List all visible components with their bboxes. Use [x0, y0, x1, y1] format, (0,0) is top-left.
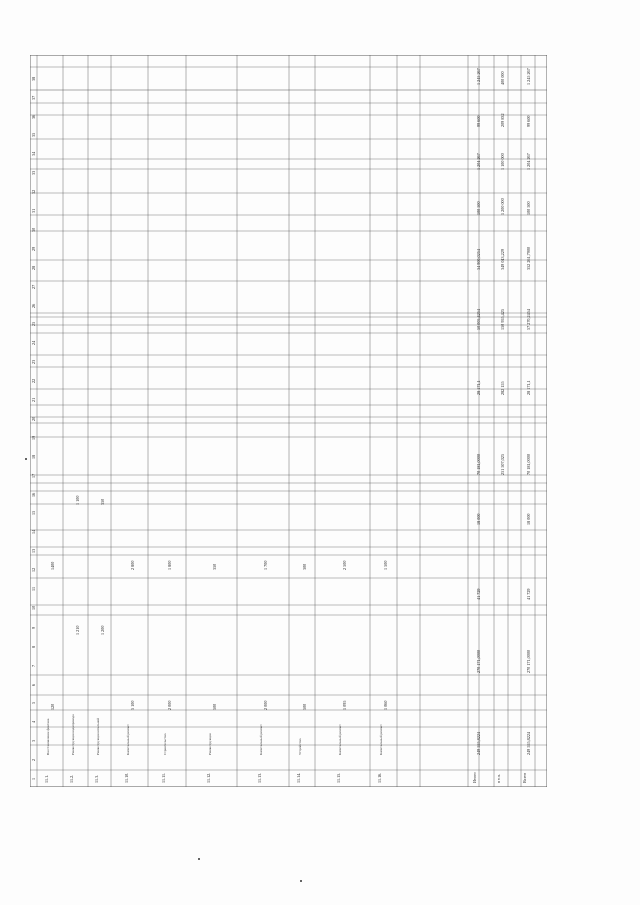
column-number: 26: [31, 303, 36, 308]
total-value: 1 204 267: [526, 153, 531, 170]
column-number: 15: [31, 511, 36, 516]
total-value: 150 955,425: [500, 309, 505, 330]
total-value: 41 729: [476, 588, 481, 600]
total-value: 249 555,8224: [526, 731, 531, 755]
row-description: Капитальный ремонт: [379, 724, 383, 755]
total-value: 18 000: [476, 513, 481, 525]
row-id: 11.12.: [206, 772, 211, 783]
row-id: 11.2.: [69, 774, 74, 783]
cell-value: 500: [212, 703, 217, 710]
column-number: 37: [31, 95, 36, 100]
column-number: 20: [31, 416, 36, 421]
row-description: Строительство: [163, 733, 167, 755]
column-number: 1: [31, 777, 36, 780]
total-value: 99 600: [476, 115, 481, 127]
cell-value: 1 100: [75, 495, 80, 505]
total-value: 209 832: [500, 113, 505, 127]
cell-value: 2 800: [130, 560, 135, 570]
total-value: 270 171,0000: [476, 649, 481, 673]
total-label: Итого: [472, 772, 477, 783]
cell-value: 1 095: [342, 700, 347, 710]
row-description: Реконструкция котельной: [96, 717, 100, 755]
column-number: 14: [31, 530, 36, 535]
column-number: 2: [31, 759, 36, 762]
row-description: Устройство: [298, 738, 302, 755]
total-value: 99 600: [526, 115, 531, 127]
row-id: 11.11.: [161, 772, 166, 783]
total-label: Всего: [522, 772, 527, 783]
total-value: 249 555,8224: [476, 731, 481, 755]
column-number: 23: [31, 360, 36, 365]
column-number: 10: [31, 605, 36, 610]
total-value: 70 181,0000: [526, 454, 531, 475]
cell-value: 2 500: [342, 560, 347, 570]
total-value: 28 171,1: [476, 380, 481, 395]
column-number: 33: [31, 171, 36, 176]
column-number: 34: [31, 152, 36, 157]
cell-value: 1 060: [383, 700, 388, 710]
row-id: 11.13.: [257, 772, 262, 783]
column-number: 8: [31, 645, 36, 648]
cell-value: 1 700: [263, 560, 268, 570]
column-number: 12: [31, 567, 36, 573]
column-number: 25: [31, 322, 36, 327]
column-number: 19: [31, 435, 36, 440]
total-value: 1 245 267: [476, 68, 481, 85]
column-number: 5: [31, 702, 36, 705]
column-number: 7: [31, 664, 36, 667]
total-value: 1 100 000: [500, 153, 505, 170]
total-value: 1 245 267: [526, 68, 531, 85]
column-number: 4: [31, 721, 36, 724]
total-value: 41 729: [526, 588, 531, 600]
row-id: 11.1.: [44, 774, 49, 783]
column-number: 6: [31, 683, 36, 686]
row-id: 11.15.: [336, 772, 341, 783]
row-id: 11.16.: [377, 772, 382, 783]
cell-value: 350: [100, 498, 105, 505]
total-value: 100 500: [526, 201, 531, 215]
row-description: Реконструкция водопровода: [71, 714, 75, 755]
cell-value: 1 200: [100, 625, 105, 635]
total-value: 349 043,229: [500, 249, 505, 270]
column-number: 16: [31, 492, 36, 497]
total-value: 28 171,1: [526, 380, 531, 395]
total-value: 352 261,7900: [526, 246, 531, 270]
row-id: 11.10.: [124, 772, 129, 783]
column-number: 36: [31, 114, 36, 119]
total-value: 1 204 267: [476, 153, 481, 170]
scan-speck: [25, 458, 27, 460]
cell-value: 2 000: [263, 700, 268, 710]
column-number: 30: [31, 227, 36, 232]
column-number: 22: [31, 378, 36, 384]
cell-value: 1 800: [167, 560, 172, 570]
cell-value: 120: [50, 703, 55, 710]
total-value: 1 200 000: [500, 198, 505, 215]
cell-value: 1 210: [75, 625, 80, 635]
row-description: Восстановление фонтана: [46, 718, 50, 755]
table-grid: [30, 55, 547, 787]
total-value: 34 900,0254: [476, 249, 481, 270]
row-description: Реконструкция: [208, 733, 212, 755]
column-number: 38: [31, 76, 36, 81]
row-description: Капитальный ремонт: [338, 724, 342, 755]
column-number: 11: [31, 586, 36, 591]
total-value: 400 000: [500, 71, 505, 85]
column-number: 24: [31, 341, 36, 346]
column-number: 21: [31, 397, 36, 402]
row-description: Капитальный ремонт: [126, 724, 130, 755]
column-number: 29: [31, 246, 36, 251]
cell-value: 2 000: [167, 700, 172, 710]
scan-speck: [198, 858, 200, 860]
row-description: Капитальный ремонт: [259, 724, 263, 755]
column-number: 28: [31, 265, 36, 270]
cell-value: 500: [302, 703, 307, 710]
total-label: в т.ч.: [496, 774, 501, 783]
cell-value: 5 100: [130, 700, 135, 710]
total-value: 251 507,025: [500, 454, 505, 475]
total-value: 57 270,2454: [526, 309, 531, 330]
column-number: 3: [31, 740, 36, 743]
column-number: 31: [31, 208, 36, 213]
total-value: 70 181,0000: [476, 454, 481, 475]
total-value: 282 155: [500, 381, 505, 395]
scan-speck: [300, 880, 302, 882]
column-number: 32: [31, 189, 36, 195]
column-number: 13: [31, 549, 36, 554]
total-value: 50 005,4254: [476, 309, 481, 330]
total-value: 18 000: [526, 513, 531, 525]
column-number: 9: [31, 626, 36, 629]
column-number: 17: [31, 473, 36, 478]
total-value: 100 500: [476, 201, 481, 215]
column-number: 35: [31, 133, 36, 138]
column-number: 18: [31, 454, 36, 459]
row-id: 11.14.: [296, 772, 301, 783]
cell-value: 1 500: [383, 560, 388, 570]
cell-value: 350: [212, 563, 217, 570]
total-value: 270 171,0000: [526, 649, 531, 673]
cell-value: 300: [302, 563, 307, 570]
rotated-table: [30, 55, 547, 787]
column-number: 27: [31, 284, 36, 289]
row-id: 11.3.: [94, 774, 99, 783]
cell-value: 1400: [50, 561, 55, 570]
